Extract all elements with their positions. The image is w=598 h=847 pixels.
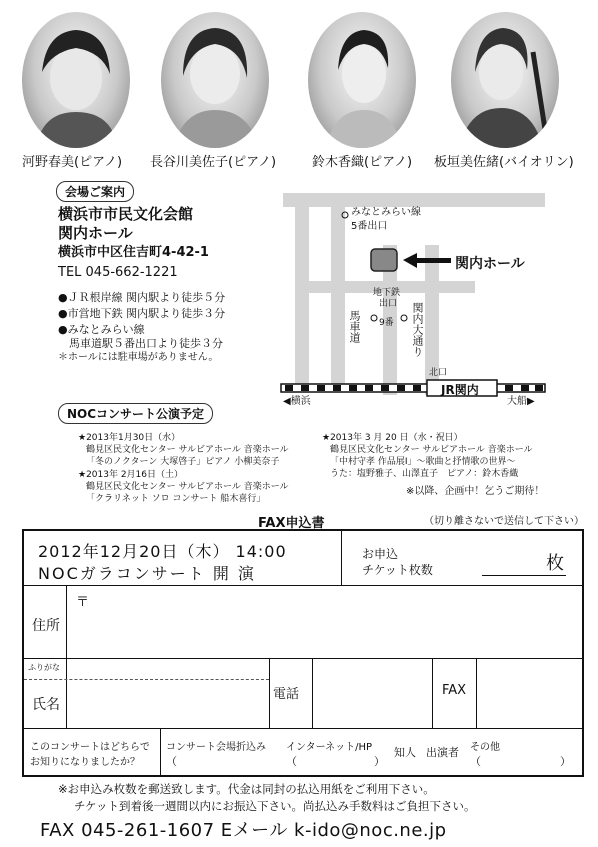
- fax-order-form: [22, 529, 584, 777]
- map-hall-label: 関内ホール: [455, 256, 525, 272]
- performance-title: NOCガラコンサート 開 演: [38, 564, 256, 583]
- how-known-label-2: お知りになりましたか？: [30, 757, 140, 768]
- footer-note-2: チケット到着後一週間以内にお振込下さい。尚払込み手数料はご負担下さい。: [74, 799, 476, 813]
- option-venue-flyer[interactable]: コンサート会場折込み: [166, 742, 266, 753]
- map-yokohama: ◀横浜: [283, 396, 311, 407]
- venue-name-1: 横浜市市民文化会館: [58, 205, 194, 223]
- venue-tel: TEL 045-662-1221: [58, 265, 178, 280]
- option-internet[interactable]: インターネット/HP: [286, 742, 373, 753]
- option-other-paren-close: ）: [560, 755, 571, 768]
- footer-note-1: ※お申込み枚数を郵送致します。代金は同封の払込用紙をご利用下さい。: [58, 782, 435, 796]
- name-input[interactable]: [68, 681, 268, 727]
- fax-input[interactable]: [478, 660, 580, 727]
- map-ofuna: 大船▶: [507, 396, 535, 407]
- option-other-paren-open: （: [470, 755, 481, 768]
- venue-name-2: 関内ホール: [58, 224, 133, 242]
- name-label: 氏名: [32, 697, 60, 713]
- how-known-label-1: このコンサートはどちらで: [30, 742, 150, 753]
- access-4: 馬車道駅５番出口より徒歩３分: [58, 337, 223, 350]
- schedule-item-3-venue: 鶴見区民文化センター サルビアホール 音楽ホール: [330, 445, 533, 455]
- performer-name-4: 板垣美佐緒(バイオリン): [434, 155, 574, 170]
- schedule-item-3-date: ★2013年 3 月 20 日（水・祝日）: [322, 433, 463, 443]
- schedule-item-2-title: 「クラリネット ソロ コンサート 船木喜行」: [86, 494, 266, 504]
- address-label: 住所: [32, 618, 60, 634]
- map-bashamichi: 馬車道: [348, 310, 361, 343]
- performance-date: 2012年12月20日（木） 14:00: [38, 542, 287, 561]
- access-map: [275, 185, 555, 410]
- access-3: ●みなとみらい線: [58, 323, 145, 336]
- footer-contact: FAX 045-261-1607 Eメール k-ido@noc.ne.jp: [40, 820, 447, 841]
- map-exit-9: 9番: [379, 318, 394, 328]
- phone-label: 電話: [273, 687, 300, 702]
- schedule-item-3-title: 「中村守孝 作品展Ⅰ」～歌曲と抒情歌の世界～: [330, 457, 516, 467]
- option-internet-paren-open: （: [286, 755, 297, 768]
- performer-photo-4: [451, 12, 559, 148]
- map-subway-exit-1: 地下鉄: [373, 288, 401, 298]
- performer-photo-3: [308, 12, 416, 148]
- phone-input[interactable]: [314, 660, 430, 727]
- schedule-item-1-title: 「冬のノクターン 大塚啓子」ピアノ 小柳美奈子: [86, 457, 280, 467]
- schedule-item-2-venue: 鶴見区民文化センター サルビアホール 音楽ホール: [86, 482, 289, 492]
- address-input[interactable]: [68, 587, 580, 657]
- map-jr-kannai: JR関内: [441, 383, 479, 397]
- schedule-item-1: [78, 432, 289, 468]
- performer-name-3: 鈴木香織(ピアノ): [312, 155, 413, 170]
- furigana-label: ふりがな: [28, 663, 60, 672]
- access-2: ●市営地下鉄 関内駅より徒歩３分: [58, 307, 226, 320]
- ticket-unit: 枚: [546, 553, 564, 574]
- parking-note: ＊ホールには駐車場がありません。: [58, 352, 219, 363]
- schedule-item-1-venue: 鶴見区民文化センター サルビアホール 音楽ホール: [86, 445, 289, 455]
- form-title: FAX申込書: [258, 516, 325, 531]
- postal-mark: 〒: [76, 595, 90, 610]
- schedule-note: ※以降、企画中！乞うご期待！: [406, 486, 545, 497]
- venue-address: 横浜市中区住吉町4-42-1: [58, 245, 209, 260]
- map-minatomirai-line: みなとみらい線: [351, 207, 421, 218]
- option-other[interactable]: その他: [470, 742, 500, 753]
- map-exit-5: 5番出口: [351, 221, 388, 232]
- performer-photo-2: [161, 12, 269, 148]
- schedule-section-label: NOCコンサート公演予定: [58, 403, 213, 424]
- performer-name-2: 長谷川美佐子(ピアノ): [150, 155, 277, 170]
- furigana-input[interactable]: [68, 660, 268, 678]
- option-acquaintance[interactable]: 知人: [394, 746, 416, 759]
- performer-name-1: 河野春美(ピアノ): [22, 155, 123, 170]
- ticket-count-label-1: お申込: [362, 547, 399, 561]
- option-venue-flyer-paren: （: [166, 755, 177, 768]
- form-cut-note: （切り離さないで送信して下さい）: [424, 516, 584, 527]
- schedule-item-3: [322, 432, 533, 480]
- map-kitaguchi: 北口: [429, 368, 448, 378]
- ticket-count-label-2: チケット枚数: [362, 563, 433, 577]
- performer-photo-1: [22, 12, 130, 148]
- access-1: ●ＪＲ根岸線 関内駅より徒歩５分: [58, 291, 226, 304]
- option-performer[interactable]: 出演者: [426, 746, 459, 759]
- schedule-item-3-performers: うた：塩野雅子、山澤直子 ピアノ：鈴木香織: [330, 469, 519, 479]
- fax-label: FAX: [442, 683, 467, 698]
- map-kannai-odori: 関内大通り: [411, 302, 424, 357]
- option-internet-paren-close: ）: [374, 755, 385, 768]
- venue-section-label: 会場ご案内: [56, 181, 134, 202]
- schedule-item-2-date: ★2013年 2月16日（土）: [78, 470, 184, 480]
- map-subway-exit-2: 出口: [379, 299, 398, 309]
- schedule-item-1-date: ★2013年1月30日（水）: [78, 433, 181, 443]
- schedule-item-2: [78, 469, 289, 505]
